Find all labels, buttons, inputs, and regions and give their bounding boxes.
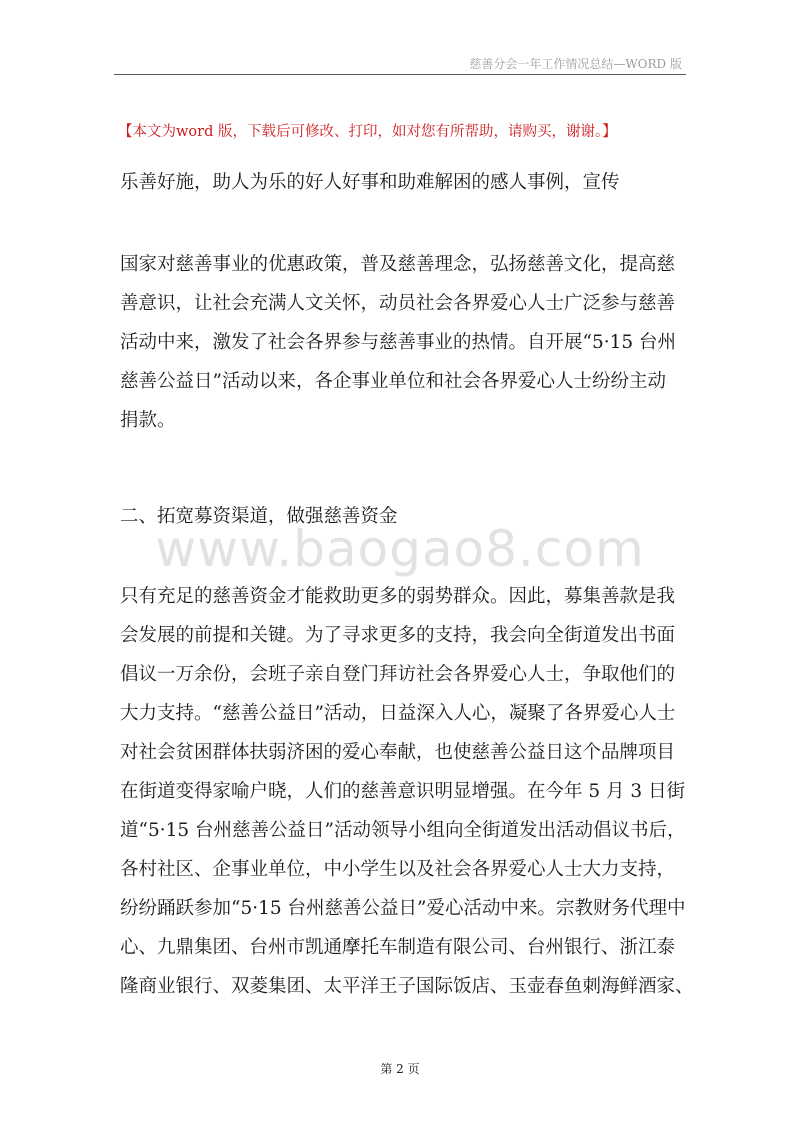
text-line: 各村社区、企事业单位，中小学生以及社会各界爱心人士大力支持，	[120, 859, 676, 880]
text-line: 活动中来，激发了社会各界参与慈善事业的热情。自开展“5·15 台州	[120, 332, 677, 353]
text-line: 乐善好施，助人为乐的好人好事和助难解困的感人事例，宣传	[120, 172, 620, 193]
header-title: 慈善分会一年工作情况总结—WORD 版	[469, 57, 682, 71]
purchase-notice: 【本文为word 版，下载后可修改、打印，如对您有所帮助，请购买，谢谢。】	[118, 124, 617, 140]
text-line: 对社会贫困群体扶弱济困的爱心奉献，也使慈善公益日这个品牌项目	[120, 742, 676, 763]
text-line: 在街道变得家喻户晓，人们的慈善意识明显增强。在今年 5 月 3 日街	[120, 781, 686, 802]
text-line: 道“5·15 台州慈善公益日”活动领导小组向全街道发出活动倡议书后，	[120, 820, 686, 841]
text-line: 慈善公益日”活动以来，各企事业单位和社会各界爱心人士纷纷主动	[120, 371, 666, 392]
text-line: 捐款。	[120, 410, 176, 431]
text-line: 会发展的前提和关键。为了寻求更多的支持，我会向全街道发出书面	[120, 625, 676, 646]
text-line: 纷纷踊跃参加“5·15 台州慈善公益日”爱心活动中来。宗教财务代理中	[120, 898, 686, 919]
text-line: 二、拓宽募资渠道，做强慈善资金	[120, 506, 398, 527]
paragraph-publicity	[120, 245, 690, 440]
paragraph-fundraising	[120, 577, 694, 1006]
watermark: www.baogao8.com	[155, 520, 645, 578]
text-line: 倡议一万余份，会班子亲自登门拜访社会各界爱心人士，争取他们的	[120, 664, 676, 685]
page-number: 第 2 页	[380, 1062, 420, 1076]
text-line: 只有充足的慈善资金才能救助更多的弱势群众。因此，募集善款是我	[120, 586, 676, 607]
section-heading	[120, 497, 690, 536]
text-line: 大力支持。“慈善公益日”活动，日益深入人心，凝聚了各界爱心人士	[120, 703, 676, 724]
header-divider	[114, 74, 686, 75]
text-line: 国家对慈善事业的优惠政策，普及慈善理念，弘扬慈善文化，提高慈	[120, 254, 676, 275]
text-line: 心、九鼎集团、台州市凯通摩托车制造有限公司、台州银行、浙江泰	[120, 937, 676, 958]
text-line: 隆商业银行、双菱集团、太平洋王子国际饭店、玉壶春鱼刺海鲜酒家、	[120, 976, 694, 997]
text-line: 善意识，让社会充满人文关怀，动员社会各界爱心人士广泛参与慈善	[120, 293, 676, 314]
paragraph-intro	[120, 163, 690, 202]
